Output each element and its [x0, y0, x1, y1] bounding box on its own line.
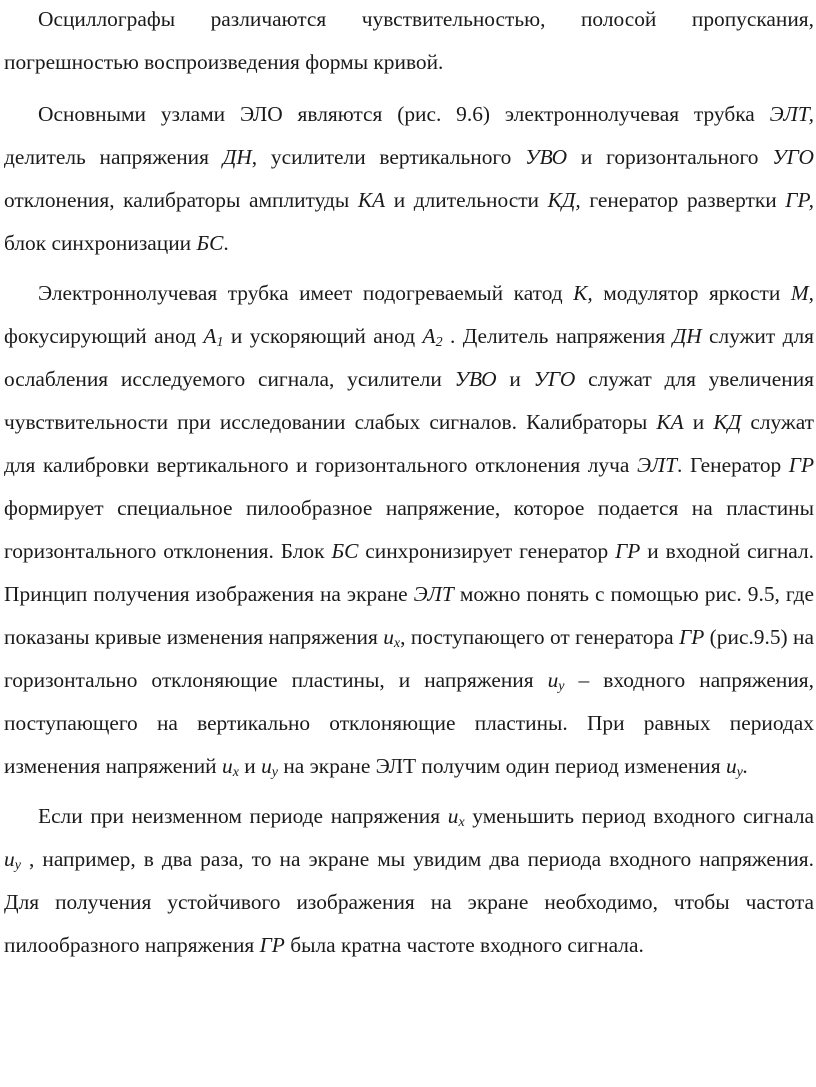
text-run: Если при неизменном периоде напряжения	[38, 804, 448, 828]
text-run: уменьшить период входного сигнала	[464, 804, 815, 828]
italic-text: ГР	[615, 539, 641, 563]
italic-text: ГР	[259, 933, 285, 957]
italic-text: u	[447, 804, 459, 828]
text-run: и длительности	[385, 188, 548, 212]
italic-text: УГО	[772, 145, 814, 169]
text-run: служат для увеличения чувствительности при исследовании слабых сигналов. Калибраторы	[4, 367, 814, 434]
text-run: формирует специальное пилообразное напряжение, которое подается на пластины горизонтального отклонения. Блок	[4, 496, 814, 563]
italic-text: БС	[331, 539, 359, 563]
text-run: и входной сигнал. Принцип получения изображения на экране	[4, 539, 815, 606]
subscript-text: 1	[216, 335, 224, 350]
italic-text: УВО	[525, 145, 568, 169]
italic-text: u	[221, 754, 233, 778]
text-run: , фокусирующий анод	[4, 281, 815, 348]
text-run: служат для калибровки вертикального и горизонтального отклонения луча	[4, 410, 814, 477]
subscript-text: x	[232, 765, 239, 780]
text-run: служит для ослабления исследуемого сигнала, усилители	[4, 324, 814, 391]
text-run: генератор развертки	[580, 188, 786, 212]
subscript-text: y	[558, 679, 565, 694]
text-run: была кратна частоте входного сигнала.	[284, 933, 644, 957]
text-run: отклонения, калибраторы амплитуды	[4, 188, 358, 212]
paragraph	[4, 272, 814, 788]
paragraph	[4, 93, 814, 265]
italic-text: КА	[656, 410, 684, 434]
text-run: , усилители вертикального	[251, 145, 526, 169]
italic-text: А	[203, 324, 217, 348]
text-run: и	[496, 367, 534, 391]
italic-text: ЭЛТ	[413, 582, 454, 606]
subscript-text: x	[458, 815, 465, 830]
subscript-text: x	[393, 636, 401, 651]
text-run: и горизонтального	[567, 145, 773, 169]
subscript-text: y	[736, 765, 743, 780]
text-run: Осциллографы различаются чувствительностью, полосой пропускания, погрешностью воспроизведения формы кривой.	[4, 7, 814, 74]
italic-text: УГО	[533, 367, 576, 391]
italic-text: ГР	[788, 453, 815, 477]
italic-text: u	[4, 847, 15, 871]
italic-text: ГР,	[785, 188, 814, 212]
text-run: и	[683, 410, 714, 434]
text-run: синхронизирует генератор	[358, 539, 616, 563]
paragraph	[4, 0, 814, 84]
text-run: и ускоряющий анод	[223, 324, 423, 348]
text-run: . Делитель напряжения	[442, 324, 673, 348]
text-run: можно понять с помощью рис. 9.5, где показаны кривые изменения напряжения	[4, 582, 814, 649]
text-run: . Генератор	[677, 453, 789, 477]
italic-text: u	[261, 754, 272, 778]
italic-text: ГР	[679, 625, 705, 649]
text-run: делитель напряжения	[4, 145, 223, 169]
italic-text: М	[790, 281, 809, 305]
italic-text: ДН	[672, 324, 702, 348]
text-run: – входного напряжения, поступающего на вертикально отклоняющие пластины. При равных периодах изменения напряжений	[4, 668, 814, 778]
italic-text: u	[725, 754, 737, 778]
italic-text: ЭЛТ,	[769, 102, 814, 126]
subscript-text: y	[271, 765, 278, 780]
text-run: .	[223, 231, 229, 255]
subscript-text: y	[14, 858, 21, 873]
document-page	[4, 0, 814, 967]
text-run: , поступающего от генератора	[400, 625, 680, 649]
italic-text: К,	[573, 281, 593, 305]
italic-text: ЭЛТ	[636, 453, 678, 477]
text-run: Основными узлами ЭЛО являются (рис. 9.6) электроннолучевая трубка	[38, 102, 770, 126]
text-run: , например, в два раза, то на экране мы увидим два периода входного напряжения. Для получения устойчивого изображения на экране необходимо, чтобы частота пилообразного напряжения	[4, 847, 814, 957]
italic-text: .	[742, 754, 749, 778]
text-run: Электроннолучевая трубка имеет подогреваемый катод	[38, 281, 574, 305]
italic-text: ДН	[222, 145, 252, 169]
text-run: на экране ЭЛТ получим один период изменения	[277, 754, 726, 778]
text-run: модулятор яркости	[592, 281, 791, 305]
text-run: и	[238, 754, 262, 778]
italic-text: u	[547, 668, 559, 692]
italic-text: А	[422, 324, 436, 348]
italic-text: u	[383, 625, 394, 649]
text-run: блок синхронизации	[4, 231, 197, 255]
paragraph	[4, 795, 814, 967]
italic-text: БС	[196, 231, 224, 255]
italic-text: УВО	[454, 367, 497, 391]
italic-text: КД	[713, 410, 742, 434]
subscript-text: 2	[435, 335, 443, 350]
text-run: (рис.9.5) на горизонтально отклоняющие пластины, и напряжения	[4, 625, 814, 692]
italic-text: КА	[357, 188, 386, 212]
italic-text: КД,	[547, 188, 581, 212]
